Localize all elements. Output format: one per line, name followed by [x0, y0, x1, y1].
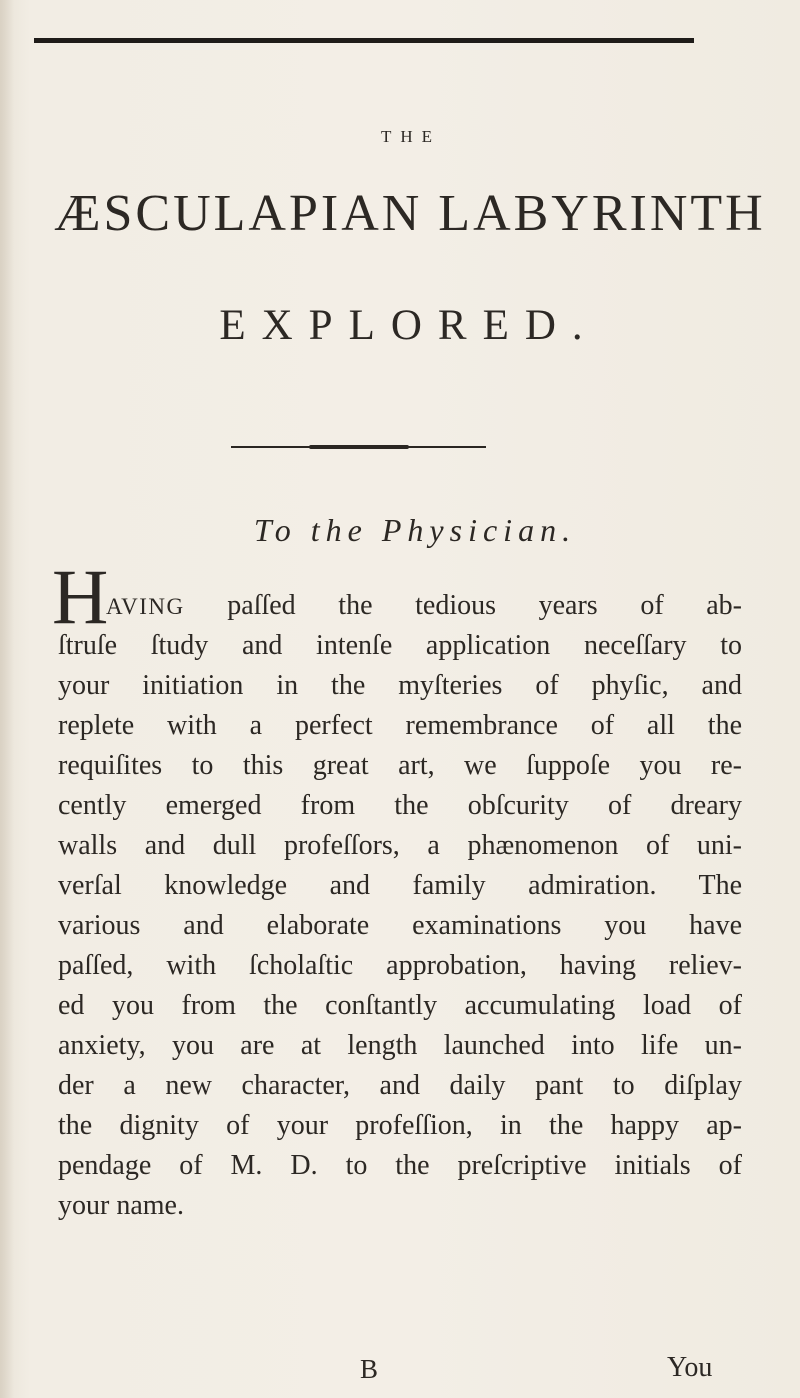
text-line: der a new character, and daily pant to diſplay [58, 1070, 742, 1101]
last-line: your name. [58, 1190, 184, 1221]
text-line: the dignity of your profeſſion, in the happy ap- [58, 1110, 742, 1141]
page-subtitle: EXPLORED. [219, 302, 599, 349]
first-line-text: paſſed the tedious years of ab- [227, 590, 743, 621]
catchword: You [667, 1352, 713, 1383]
top-rule [34, 38, 694, 43]
title-article: THE [380, 127, 442, 146]
text-line: pendage of M. D. to the preſcriptive initials of [58, 1150, 742, 1181]
first-line [52, 553, 743, 640]
text-line: walls and dull profeſſors, a phænomenon of uni- [58, 830, 742, 861]
text-line: requiſites to this great art, we ſuppoſe you re- [58, 750, 742, 781]
ornamental-rule [231, 446, 486, 448]
text-line: ſtruſe ſtudy and intenſe application neceſſary to [58, 630, 742, 661]
dedication-heading: To the Physician. [253, 512, 577, 548]
text-line: replete with a perfect remembrance of all the [58, 710, 742, 741]
text-line: various and elaborate examinations you have [58, 910, 742, 941]
text-line: verſal knowledge and family admiration. The [58, 870, 742, 901]
signature-mark: B [360, 1354, 379, 1384]
page-title: ÆSCULAPIAN LABYRINTH [54, 185, 766, 242]
text-line: cently emerged from the obſcurity of dreary [58, 790, 742, 821]
first-word-caps: AVING [106, 594, 185, 619]
text-line: anxiety, you are at length launched into life un- [58, 1030, 742, 1061]
text-line: paſſed, with ſcholaſtic approbation, having reliev- [58, 950, 742, 981]
body-paragraph [52, 553, 743, 1226]
drop-cap: H [52, 553, 109, 640]
text-line: your initiation in the myſteries of phyſic, and [58, 670, 742, 701]
text-line: ed you from the conſtantly accumulating load of [58, 990, 742, 1021]
